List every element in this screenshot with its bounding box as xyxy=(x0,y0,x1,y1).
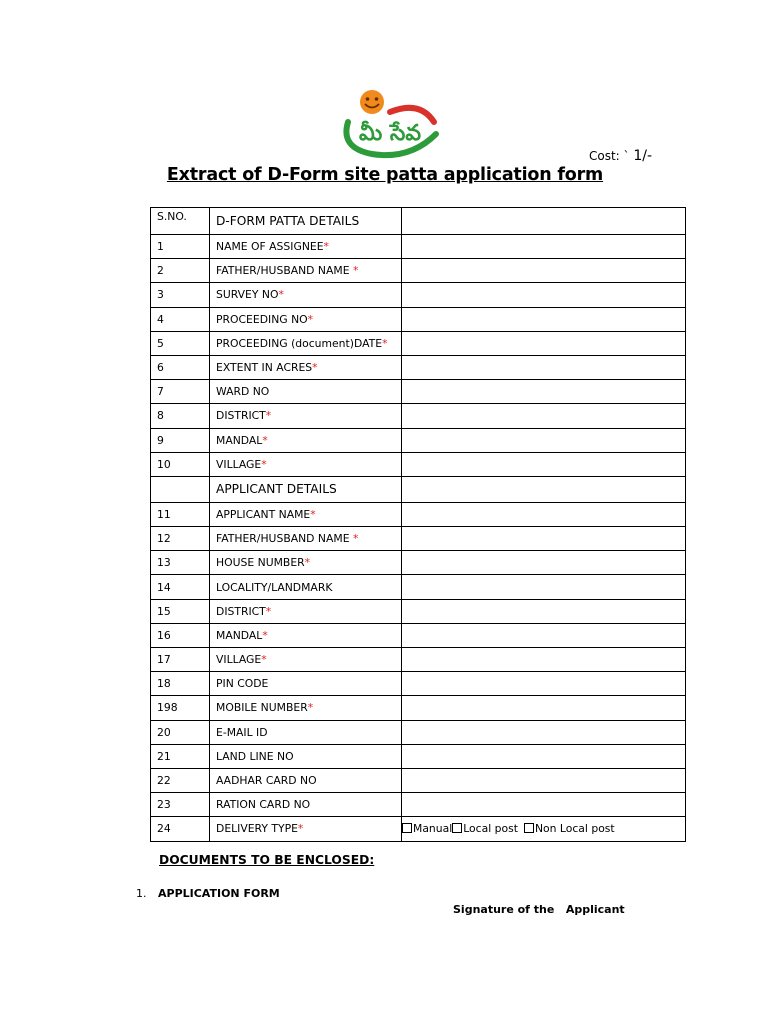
field-label-text: RATION CARD NO xyxy=(216,798,311,812)
field-label xyxy=(210,768,402,792)
required-marker: * xyxy=(261,457,267,471)
field-input-cell[interactable] xyxy=(402,599,686,623)
row-number: 198 xyxy=(151,696,210,720)
table-row xyxy=(151,283,686,307)
field-label-text: DELIVERY TYPE xyxy=(216,822,298,836)
table-row xyxy=(151,404,686,428)
field-input-cell[interactable] xyxy=(402,623,686,647)
row-number: 23 xyxy=(151,793,210,817)
field-input-cell[interactable] xyxy=(402,380,686,404)
cost-value: 1/- xyxy=(633,148,653,164)
value-cell xyxy=(402,476,686,502)
field-label xyxy=(210,331,402,355)
field-label xyxy=(210,452,402,476)
field-label-text: PROCEEDING (document)DATE xyxy=(216,336,383,350)
field-input-cell[interactable] xyxy=(402,355,686,379)
row-number: 1 xyxy=(151,235,210,259)
list-item xyxy=(136,887,280,900)
field-label xyxy=(210,720,402,744)
table-row xyxy=(151,527,686,551)
delivery-option-label: Manual xyxy=(413,821,453,835)
row-number: 17 xyxy=(151,648,210,672)
field-label xyxy=(210,380,402,404)
field-input-cell[interactable] xyxy=(402,331,686,355)
delivery-option-label: Local post xyxy=(463,821,518,835)
value-cell[interactable] xyxy=(402,208,686,235)
meeseva-logo xyxy=(338,86,442,166)
checkbox[interactable] xyxy=(452,823,462,833)
field-input-cell[interactable] xyxy=(402,259,686,283)
table-row xyxy=(151,307,686,331)
cost-label xyxy=(589,148,652,164)
row-number: 15 xyxy=(151,599,210,623)
field-label-text: VILLAGE xyxy=(216,653,262,667)
field-label-text: DISTRICT xyxy=(216,409,266,423)
list-item-label: APPLICATION FORM xyxy=(158,887,280,900)
row-number: 16 xyxy=(151,623,210,647)
field-input-cell[interactable] xyxy=(402,404,686,428)
required-marker: * xyxy=(323,240,329,254)
field-label xyxy=(210,599,402,623)
required-marker: * xyxy=(297,822,304,836)
row-number: 5 xyxy=(151,331,210,355)
table-row xyxy=(151,648,686,672)
required-marker: * xyxy=(307,312,314,326)
required-marker: * xyxy=(265,409,272,423)
table-row xyxy=(151,428,686,452)
field-label-text: AADHAR CARD NO xyxy=(216,774,317,788)
field-input-cell[interactable] xyxy=(402,793,686,817)
field-label-text: MANDAL xyxy=(216,628,263,642)
table-row xyxy=(151,672,686,696)
field-input-cell[interactable] xyxy=(402,551,686,575)
field-label-text: FATHER/HUSBAND NAME xyxy=(216,532,353,546)
field-label xyxy=(210,355,402,379)
field-input-cell[interactable] xyxy=(402,428,686,452)
field-label-text: WARD NO xyxy=(216,385,270,399)
field-label xyxy=(210,575,402,599)
field-label xyxy=(210,817,402,841)
field-label xyxy=(210,283,402,307)
table-header-row xyxy=(151,208,686,235)
row-number: 9 xyxy=(151,428,210,452)
required-marker: * xyxy=(352,264,359,278)
section-header-row xyxy=(151,476,686,502)
table-row xyxy=(151,235,686,259)
field-label-text: LAND LINE NO xyxy=(216,749,294,763)
field-label-text: LOCALITY/LANDMARK xyxy=(216,580,333,594)
row-number: 22 xyxy=(151,768,210,792)
field-label-text: E-MAIL ID xyxy=(216,725,268,739)
sno-column-header: S.NO. xyxy=(151,208,210,235)
row-number: 4 xyxy=(151,307,210,331)
checkbox[interactable] xyxy=(524,823,534,833)
field-label xyxy=(210,235,402,259)
row-number: 8 xyxy=(151,404,210,428)
required-marker: * xyxy=(307,701,314,715)
required-marker: * xyxy=(304,556,311,570)
field-input-cell[interactable] xyxy=(402,672,686,696)
table-row xyxy=(151,696,686,720)
field-label xyxy=(210,404,402,428)
field-label-text: EXTENT IN ACRES xyxy=(216,361,313,375)
required-marker: * xyxy=(262,628,268,642)
row-number: 6 xyxy=(151,355,210,379)
field-label-text: DISTRICT xyxy=(216,604,266,618)
field-label-text: HOUSE NUMBER xyxy=(216,556,305,570)
table-row xyxy=(151,259,686,283)
field-input-cell[interactable] xyxy=(402,452,686,476)
field-label xyxy=(210,623,402,647)
table-row xyxy=(151,380,686,404)
field-input-cell[interactable] xyxy=(402,307,686,331)
table-row xyxy=(151,744,686,768)
table-row xyxy=(151,355,686,379)
field-input-cell[interactable] xyxy=(402,575,686,599)
row-number: 18 xyxy=(151,672,210,696)
field-input-cell[interactable] xyxy=(402,720,686,744)
delivery-option-label: Non Local post xyxy=(534,821,615,835)
field-input-cell[interactable] xyxy=(402,235,686,259)
field-label xyxy=(210,696,402,720)
row-number: 2 xyxy=(151,259,210,283)
field-label xyxy=(210,648,402,672)
field-label xyxy=(210,307,402,331)
field-label xyxy=(210,428,402,452)
table-row xyxy=(151,502,686,526)
empty-sno-cell xyxy=(151,476,210,502)
table-row xyxy=(151,768,686,792)
field-label-text: NAME OF ASSIGNEE xyxy=(216,240,324,254)
table-row xyxy=(151,452,686,476)
table-row xyxy=(151,623,686,647)
delivery-option[interactable] xyxy=(524,822,615,835)
table-row xyxy=(151,551,686,575)
field-input-cell[interactable] xyxy=(402,696,686,720)
field-input-cell[interactable] xyxy=(402,648,686,672)
required-marker: * xyxy=(352,532,359,546)
logo-text: మీ సేవ xyxy=(358,121,422,146)
documents-list xyxy=(136,887,280,900)
field-input-cell[interactable] xyxy=(402,527,686,551)
delivery-option[interactable] xyxy=(452,822,518,835)
required-marker: * xyxy=(382,336,388,350)
field-label xyxy=(210,502,402,526)
required-marker: * xyxy=(262,433,268,447)
row-number: 12 xyxy=(151,527,210,551)
delivery-type-row xyxy=(151,817,686,841)
table-row xyxy=(151,793,686,817)
table-row xyxy=(151,575,686,599)
row-number: 10 xyxy=(151,452,210,476)
required-marker: * xyxy=(265,604,272,618)
field-label-text: FATHER/HUSBAND NAME xyxy=(216,264,353,278)
field-label-text: APPLICANT NAME xyxy=(216,507,311,521)
field-label-text: VILLAGE xyxy=(216,457,262,471)
delivery-options xyxy=(402,817,686,841)
table-row xyxy=(151,599,686,623)
field-label xyxy=(210,672,402,696)
cost-prefix: Cost: ` xyxy=(589,149,630,163)
field-label-text: MANDAL xyxy=(216,433,263,447)
field-input-cell[interactable] xyxy=(402,283,686,307)
form-table-body xyxy=(151,208,686,842)
field-label-text: MOBILE NUMBER xyxy=(216,701,308,715)
field-input-cell[interactable] xyxy=(402,744,686,768)
row-number: 20 xyxy=(151,720,210,744)
row-number: 7 xyxy=(151,380,210,404)
list-item-number: 1. xyxy=(136,887,147,900)
table-row xyxy=(151,331,686,355)
row-number: 14 xyxy=(151,575,210,599)
row-number: 3 xyxy=(151,283,210,307)
required-marker: * xyxy=(261,653,267,667)
field-label xyxy=(210,744,402,768)
required-marker: * xyxy=(310,507,316,521)
row-number: 11 xyxy=(151,502,210,526)
row-number: 24 xyxy=(151,817,210,841)
field-label-text: SURVEY NO xyxy=(216,288,279,302)
documents-heading: DOCUMENTS TO BE ENCLOSED: xyxy=(159,853,375,867)
field-label-text: PROCEEDING NO xyxy=(216,312,308,326)
signature-label: Signature of the Applicant xyxy=(453,903,625,916)
delivery-option[interactable] xyxy=(402,822,452,835)
table-row xyxy=(151,720,686,744)
field-label xyxy=(210,527,402,551)
required-marker: * xyxy=(312,361,318,375)
application-form-table xyxy=(150,207,686,842)
field-label-text: PIN CODE xyxy=(216,677,269,691)
field-input-cell[interactable] xyxy=(402,768,686,792)
field-label xyxy=(210,551,402,575)
required-marker: * xyxy=(278,288,284,302)
row-number: 21 xyxy=(151,744,210,768)
section-heading: D-FORM PATTA DETAILS xyxy=(210,208,402,235)
checkbox[interactable] xyxy=(402,823,412,833)
field-label xyxy=(210,793,402,817)
row-number: 13 xyxy=(151,551,210,575)
field-label xyxy=(210,259,402,283)
page-title: Extract of D-Form site patta application form xyxy=(166,165,604,185)
section-heading: APPLICANT DETAILS xyxy=(210,476,402,502)
field-input-cell[interactable] xyxy=(402,502,686,526)
